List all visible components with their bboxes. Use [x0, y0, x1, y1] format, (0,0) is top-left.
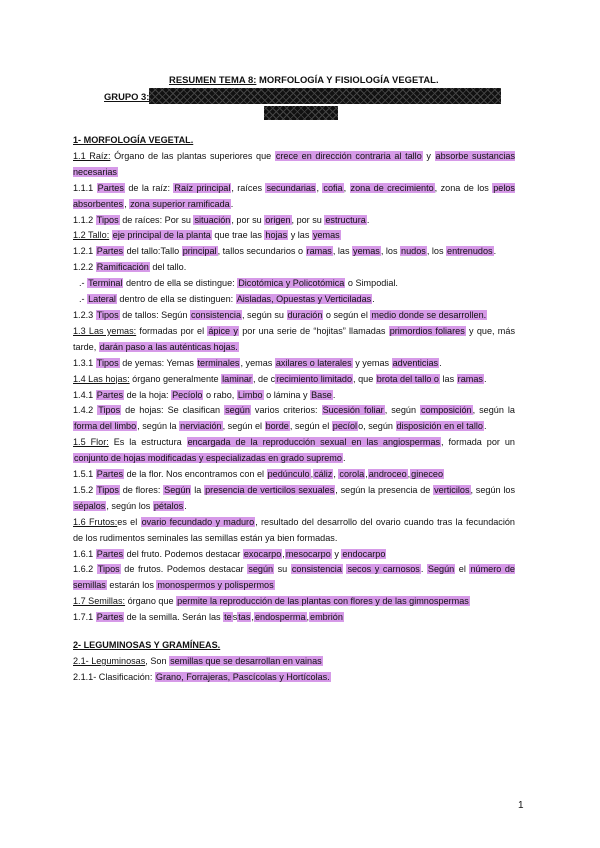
highlighted-text: endocarpo — [342, 548, 386, 559]
highlighted-text: tas — [238, 612, 251, 623]
highlighted-text: Dicotómica y Policotómica — [238, 278, 345, 289]
highlighted-text: Partes — [96, 469, 124, 480]
text-run: 1.4.1 — [73, 389, 96, 400]
text-run: del tallo:Tallo — [124, 246, 182, 257]
highlighted-text: ovario fecundado y maduro — [141, 516, 255, 527]
text-run: de yemas: Yemas — [119, 357, 197, 368]
text-run: , — [343, 182, 350, 193]
text-run: 1.6.2 — [73, 564, 97, 575]
text-run: del tallo. — [149, 262, 187, 273]
text-run: las — [439, 373, 457, 384]
highlighted-text: pelos absorbentes — [73, 182, 515, 209]
text-run: , tallos secundarios o — [217, 246, 306, 257]
text-run: 1.1 Raíz: — [73, 150, 111, 161]
highlighted-text: te — [224, 612, 232, 623]
highlighted-text: secundarias — [266, 182, 316, 193]
highlighted-text: nudos — [401, 246, 426, 257]
highlighted-text: Según — [164, 484, 191, 495]
document-title — [169, 74, 439, 85]
text-run: o rabo, — [203, 389, 237, 400]
text-run: formadas por el — [136, 325, 208, 336]
text-run: y — [422, 150, 435, 161]
text-run: órgano que — [125, 596, 177, 607]
text-run: o, según — [358, 421, 396, 432]
text-run: y — [331, 548, 342, 559]
text-run: 1.2.3 — [73, 309, 96, 320]
text-run: , según la — [137, 421, 180, 432]
highlighted-text: Tipos — [97, 484, 119, 495]
text-run: 1.1.2 — [73, 214, 96, 225]
text-run: , que — [353, 373, 376, 384]
text-run: 1.1.1 — [73, 182, 97, 193]
title-prefix: RESUMEN TEMA 8: — [169, 74, 257, 85]
highlighted-text: cáliz — [314, 469, 333, 480]
text-run: 1.6 Frutos: — [73, 516, 118, 527]
text-run: varios criterios: — [250, 405, 322, 416]
highlighted-text: sépalos — [74, 500, 106, 511]
text-run: , — [124, 198, 130, 209]
text-run: de hojas: Se clasifican — [121, 405, 225, 416]
document-body — [73, 133, 515, 686]
text-run: de la flor. Nos encontramos con el — [124, 469, 267, 480]
text-run: , — [310, 469, 314, 480]
highlighted-text: Tipos — [97, 564, 120, 575]
highlighted-text: cofia — [323, 182, 343, 193]
highlighted-text: monospermos y polispermos — [157, 580, 274, 591]
text-run: 1.4 Las hojas: — [73, 373, 130, 384]
highlighted-text: ramas — [306, 246, 332, 257]
highlighted-text: encargada de la reproducción sexual en las angiospermas — [187, 437, 441, 448]
text-run: 1.5.1 — [73, 469, 96, 480]
highlighted-text: hojas — [265, 230, 288, 241]
text-run: el — [455, 564, 470, 575]
highlighted-text: adventicias — [392, 357, 439, 368]
highlighted-text: Partes — [96, 612, 124, 623]
text-run: .- — [79, 294, 88, 305]
text-run: 2.1- Leguminosas — [73, 656, 146, 666]
highlighted-text: Tipos — [98, 405, 121, 416]
highlighted-text: principal — [182, 246, 217, 257]
paragraph-2-1-1 — [73, 670, 515, 686]
paragraph-1-5-1 — [73, 467, 515, 483]
highlighted-text: composición — [421, 405, 472, 416]
text-run: . — [184, 500, 187, 511]
highlighted-text: yemas — [312, 230, 340, 241]
text-run: , — [282, 548, 285, 559]
text-run: . — [483, 373, 487, 384]
highlighted-text: zona de crecimiento — [350, 182, 434, 193]
highlighted-text: corola — [339, 469, 365, 480]
text-run: . — [332, 389, 336, 400]
paragraph-1-4-2 — [73, 403, 515, 435]
text-run: 1.5 Flor: — [73, 437, 109, 448]
paragraph-terminal — [73, 276, 515, 292]
text-run: 1.7.1 — [73, 612, 96, 623]
text-run: , según la — [472, 405, 515, 416]
text-run: , según — [384, 405, 421, 416]
text-run: , según su — [242, 309, 287, 320]
highlighted-text: Tipos — [96, 357, 119, 368]
paragraph-1-6-1 — [73, 547, 515, 563]
text-run: 1.2.1 — [73, 246, 96, 257]
paragraph-1-2-2 — [73, 260, 515, 276]
highlighted-text: gineceo — [411, 469, 444, 480]
highlighted-text: laminar — [222, 373, 252, 384]
text-run: Órgano de las plantas superiores que — [110, 150, 275, 161]
highlighted-text: Terminal — [88, 278, 123, 289]
highlighted-text: Raíz principal — [174, 182, 231, 193]
text-run: de raíces: Por su — [119, 214, 194, 225]
highlighted-text: Partes — [96, 548, 124, 559]
text-run: y yemas — [352, 357, 392, 368]
text-run: , por su — [291, 214, 325, 225]
highlighted-text: estructura — [325, 214, 366, 225]
text-run: . — [493, 246, 497, 257]
text-run: , las — [332, 246, 353, 257]
text-run: 1.4.2 — [73, 405, 98, 416]
highlighted-text: axilares o laterales — [275, 357, 352, 368]
text-run: , de c — [252, 373, 276, 384]
text-run: . — [372, 294, 375, 305]
text-run: , los — [426, 246, 447, 257]
text-run: la — [191, 484, 205, 495]
highlighted-text: número de semillas — [73, 564, 515, 591]
paragraph-1-6-2 — [73, 562, 515, 594]
highlighted-text: Tipos — [96, 309, 119, 320]
highlighted-text: Limbo — [237, 389, 263, 400]
highlighted-text: recimiento limitado — [276, 373, 353, 384]
highlighted-text: disposición en el tallo — [396, 421, 483, 432]
paragraph-1-1-1 — [73, 181, 515, 213]
highlighted-text: presencia de verticilos sexuales — [205, 484, 335, 495]
text-run: , raíces — [231, 182, 266, 193]
paragraph-1-3-1 — [73, 356, 515, 372]
text-run: o Simpodial. — [345, 278, 398, 289]
highlighted-text: Partes — [96, 246, 124, 257]
text-run: o lámina y — [263, 389, 311, 400]
highlighted-text: consistencia — [190, 309, 241, 320]
paragraph-semillas — [73, 594, 515, 610]
highlighted-text: eje principal de la planta — [112, 230, 211, 241]
highlighted-text: zona superior ramificada — [130, 198, 230, 209]
paragraph-frutos — [73, 515, 515, 547]
text-run: o según el — [323, 309, 371, 320]
text-run: 1.2 Tallo: — [73, 230, 110, 241]
text-run: su — [274, 564, 291, 575]
text-run: de flores: — [119, 484, 164, 495]
highlighted-text: según — [225, 405, 250, 416]
text-run: . — [439, 357, 442, 368]
paragraph-1-5-2 — [73, 483, 515, 515]
paragraph-1-2-1 — [73, 244, 515, 260]
text-run: , resultado del desarrollo del ovario cuando tras la fecundación de los rudimentos seminales las semillas están ya bien formadas. — [73, 516, 515, 543]
highlighted-text: Sucesión foliar — [322, 405, 384, 416]
highlighted-text: androceo — [368, 469, 407, 480]
text-run: órgano generalmente — [129, 373, 222, 384]
text-run: dentro de ella se distingue: — [123, 278, 238, 289]
paragraph-1-7-1 — [73, 610, 515, 626]
text-run: , — [306, 612, 310, 623]
text-run: , según los — [106, 500, 153, 511]
highlighted-text: pecíol — [332, 421, 358, 432]
text-run: 1.5.2 — [73, 484, 97, 495]
highlighted-text: Grano, Forrajeras, Pascícolas y Hortícolas. — [155, 671, 330, 682]
text-run: . — [420, 564, 427, 575]
text-run: de la raíz: — [124, 182, 174, 193]
text-run: 1.2.2 — [73, 262, 96, 273]
text-run: , por su — [231, 214, 265, 225]
highlighted-text: ápice y — [208, 325, 238, 336]
text-run: de la semilla. Serán las — [124, 612, 224, 623]
text-run: 2- LEGUMINOSAS Y GRAMÍNEAS. — [73, 640, 221, 651]
highlighted-text: Partes — [96, 389, 124, 400]
highlighted-text: secos y carnosos — [347, 564, 420, 575]
title-text: MORFOLOGÍA Y FISIOLOGÍA VEGETAL. — [256, 74, 439, 85]
highlighted-text: forma del limbo — [74, 421, 137, 432]
highlighted-text: crece en dirección contraria al tallo — [275, 150, 422, 161]
highlighted-text: Ramificación — [96, 262, 149, 273]
paragraph-1-1-2 — [73, 213, 515, 229]
highlighted-text: situación — [194, 214, 231, 225]
text-run: Es la estructura — [108, 437, 187, 448]
text-run: , yemas — [240, 357, 275, 368]
paragraph-flor — [73, 435, 515, 467]
highlighted-text: semillas que se desarrollan en vainas — [170, 656, 322, 666]
text-run: 1.3 Las yemas: — [73, 325, 137, 336]
highlighted-text: brota del tallo o — [376, 373, 439, 384]
paragraph-1-2-3 — [73, 308, 515, 324]
highlighted-text: permite la reproducción de las plantas con flores y de las gimnospermas — [177, 596, 469, 607]
text-run: es el — [117, 516, 141, 527]
text-run: . — [230, 198, 234, 209]
text-run: . — [366, 214, 370, 225]
highlighted-text: terminales — [197, 357, 240, 368]
text-run: .- — [79, 278, 88, 289]
text-run: , según los — [470, 484, 515, 495]
text-run: , — [251, 612, 254, 623]
text-run: , — [316, 182, 323, 193]
highlighted-text: pedúnculo — [267, 469, 310, 480]
paragraph-yemas — [73, 324, 515, 356]
highlighted-text: origen — [265, 214, 291, 225]
highlighted-text: duración — [287, 309, 323, 320]
text-run: s — [232, 612, 238, 623]
highlighted-text: embrión — [310, 612, 343, 623]
highlighted-text: exocarpo — [243, 548, 282, 559]
text-run: 2.1.1- Clasificación: — [73, 671, 155, 682]
text-run: de tallos: Según — [119, 309, 190, 320]
highlighted-text: pétalos — [153, 500, 184, 511]
paragraph-leguminosas — [73, 654, 515, 670]
highlighted-text: Según — [427, 564, 455, 575]
text-run: del fruto. Podemos destacar — [124, 548, 243, 559]
text-run: , — [407, 469, 411, 480]
highlighted-text: Partes — [97, 182, 124, 193]
text-run: estarán los — [106, 580, 157, 591]
highlighted-text: Base — [311, 389, 332, 400]
section-heading — [73, 133, 515, 149]
text-run: de frutos. Podemos destacar — [120, 564, 248, 575]
highlighted-text: Aisladas, Opuestas y Verticiladas — [236, 294, 372, 305]
text-run: , — [365, 469, 368, 480]
highlighted-text: Pecíolo — [172, 389, 203, 400]
text-run: , Son — [145, 656, 170, 666]
text-run: , zona de los — [434, 182, 493, 193]
highlighted-text: Lateral — [88, 294, 116, 305]
paragraph-1-4-1 — [73, 388, 515, 404]
highlighted-text: entrenudos — [447, 246, 493, 257]
text-run: y las — [288, 230, 312, 241]
highlighted-text: mesocarpo — [285, 548, 331, 559]
text-run: y que, más tarde, — [73, 325, 515, 352]
text-run: , según la presencia de — [335, 484, 434, 495]
highlighted-text: yemas — [353, 246, 380, 257]
text-run: . — [342, 453, 346, 464]
paragraph-tallo — [73, 228, 515, 244]
text-run: , los — [380, 246, 401, 257]
text-run: por una serie de “hojitas” llamadas — [238, 325, 389, 336]
text-run: , formada por un — [441, 437, 515, 448]
paragraph-lateral — [73, 292, 515, 308]
paragraph-hojas — [73, 372, 515, 388]
highlighted-text: medio donde se desarrollen. — [371, 309, 487, 320]
paragraph-raiz — [73, 149, 515, 181]
highlighted-text: borde — [265, 421, 289, 432]
highlighted-text: conjunto de hojas modificadas y especializadas en grado supremo — [74, 453, 342, 464]
redacted-names-bar-2 — [264, 106, 338, 120]
section-heading-2 — [73, 638, 515, 654]
highlighted-text: primordios foliares — [389, 325, 465, 336]
text-run: 1.7 Semillas: — [73, 596, 126, 607]
highlighted-text: darán paso a las auténticas hojas. — [99, 341, 238, 352]
highlighted-text: consistencia — [291, 564, 342, 575]
text-run: dentro de ella se distinguen: — [116, 294, 236, 305]
text-run: , — [333, 469, 339, 480]
highlighted-text: nerviación — [180, 421, 222, 432]
text-run: , según el — [289, 421, 332, 432]
text-run: 1- MORFOLOGÍA VEGETAL. — [73, 135, 194, 145]
text-run: . — [483, 421, 487, 432]
text-run: , según el — [222, 421, 265, 432]
text-run: de la hoja: — [124, 389, 172, 400]
group-label: GRUPO 3: — [104, 91, 150, 102]
highlighted-text: Tipos — [96, 214, 119, 225]
highlighted-text: endosperma — [254, 612, 306, 623]
highlighted-text: según — [248, 564, 274, 575]
page-number: 1 — [518, 800, 524, 811]
highlighted-text: verticilos — [434, 484, 470, 495]
redacted-names-bar — [149, 88, 501, 104]
text-run: que trae las — [211, 230, 265, 241]
highlighted-text: ramas — [457, 373, 483, 384]
highlighted-text: absorbe sustancias necesarias — [73, 150, 515, 177]
text-run: 1.3.1 — [73, 357, 96, 368]
text-run: 1.6.1 — [73, 548, 96, 559]
